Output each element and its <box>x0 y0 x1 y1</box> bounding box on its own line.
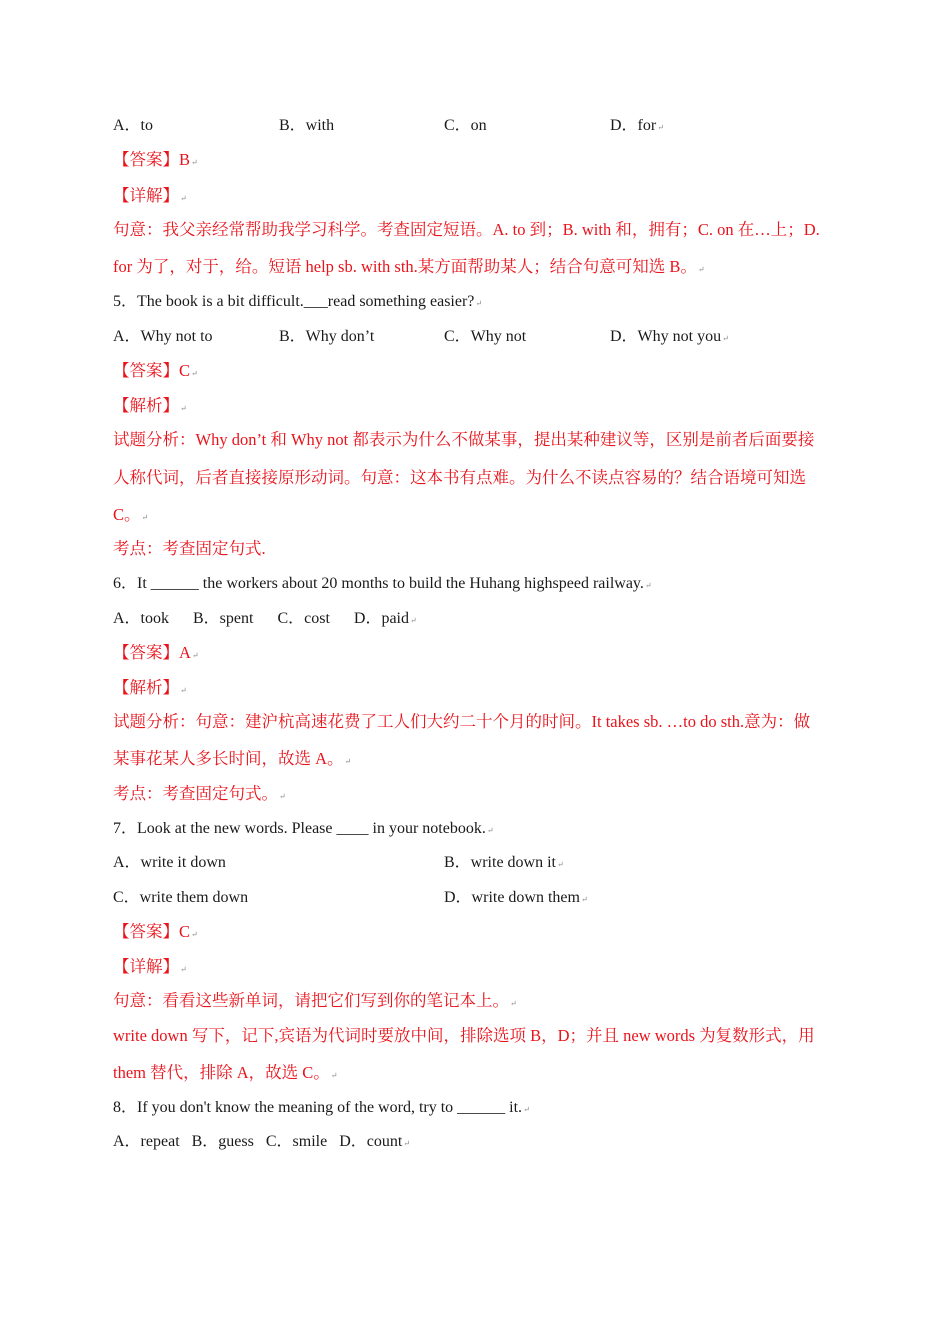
q4-option-c: C．on <box>444 117 487 134</box>
q4-answer: 【答案】B↵ <box>113 150 198 169</box>
q5-explain-line-2: 人称代词，后者直接接原形动词。句意：这本书有点难。为什么不读点容易的？结合语境可知选 <box>113 468 806 487</box>
q5-point: 考点：考查固定句式. <box>113 539 266 558</box>
q5-explain-label: 【解析】↵ <box>113 396 187 415</box>
q7-option-b: B．write down it↵ <box>444 854 564 871</box>
q7-option-c: C．write them down <box>113 889 249 906</box>
q5-option-b: B．Why don’t <box>279 328 375 345</box>
q7-explain-line-2: write down 写下，记下,宾语为代词时要放中间，排除选项 B，D；并且 new words 为复数形式，用 <box>113 1026 815 1045</box>
q5-option-a: A．Why not to <box>113 328 213 345</box>
q6-answer: 【答案】A↵ <box>113 643 199 662</box>
q4-option-a: A．to <box>113 117 154 134</box>
q6-options: A．took B．spent C．cost D．paid↵ <box>113 610 417 627</box>
q5-answer: 【答案】C↵ <box>113 361 198 380</box>
q4-explain-line-1: 句意：我父亲经常帮助我学习科学。考查固定短语。A. to 到；B. with 和，拥有；C. on 在…上；D. <box>113 220 820 239</box>
q8-question: 8．If you don't know the meaning of the word, try to ______ it.↵ <box>113 1099 530 1116</box>
q4-option-d: D．for↵ <box>610 117 664 134</box>
q7-option-a: A．write it down <box>113 854 226 871</box>
q6-question: 6．It ______ the workers about 20 months to build the Huhang highspeed railway.↵ <box>113 575 652 592</box>
q7-answer: 【答案】C↵ <box>113 922 198 941</box>
q6-explain-line-2: 某事花某人多长时间，故选 A。↵ <box>113 749 352 768</box>
q4-explain-line-2: for 为了，对于，给。短语 help sb. with sth.某方面帮助某人；结合句意可知选 B。↵ <box>113 257 705 276</box>
q7-explain-label: 【详解】↵ <box>113 957 187 976</box>
q6-explain-label: 【解析】↵ <box>113 678 187 697</box>
q5-question: 5．The book is a bit difficult.___read something easier?↵ <box>113 293 483 310</box>
q7-option-d: D．write down them↵ <box>444 889 588 906</box>
q4-explain-label: 【详解】↵ <box>113 186 187 205</box>
q5-option-c: C．Why not <box>444 328 527 345</box>
q6-point: 考点：考查固定句式。↵ <box>113 784 286 803</box>
q7-explain-line-1: 句意：看看这些新单词，请把它们写到你的笔记本上。↵ <box>113 991 517 1010</box>
q8-options: A．repeat B．guess C．smile D．count↵ <box>113 1133 411 1150</box>
q5-explain-line-1: 试题分析：Why don’t 和 Why not 都表示为什么不做某事，提出某种建议等，区别是前者后面要接 <box>113 430 815 449</box>
q7-explain-line-3: them 替代，排除 A，故选 C。↵ <box>113 1063 338 1082</box>
q5-option-d: D．Why not you↵ <box>610 328 729 345</box>
q5-explain-line-3: C。↵ <box>113 505 149 524</box>
q6-explain-line-1: 试题分析：句意：建沪杭高速花费了工人们大约二十个月的时间。It takes sb. …to do sth.意为：做 <box>113 712 811 731</box>
q4-option-b: B．with <box>279 117 335 134</box>
q7-question: 7．Look at the new words. Please ____ in your notebook.↵ <box>113 820 494 837</box>
